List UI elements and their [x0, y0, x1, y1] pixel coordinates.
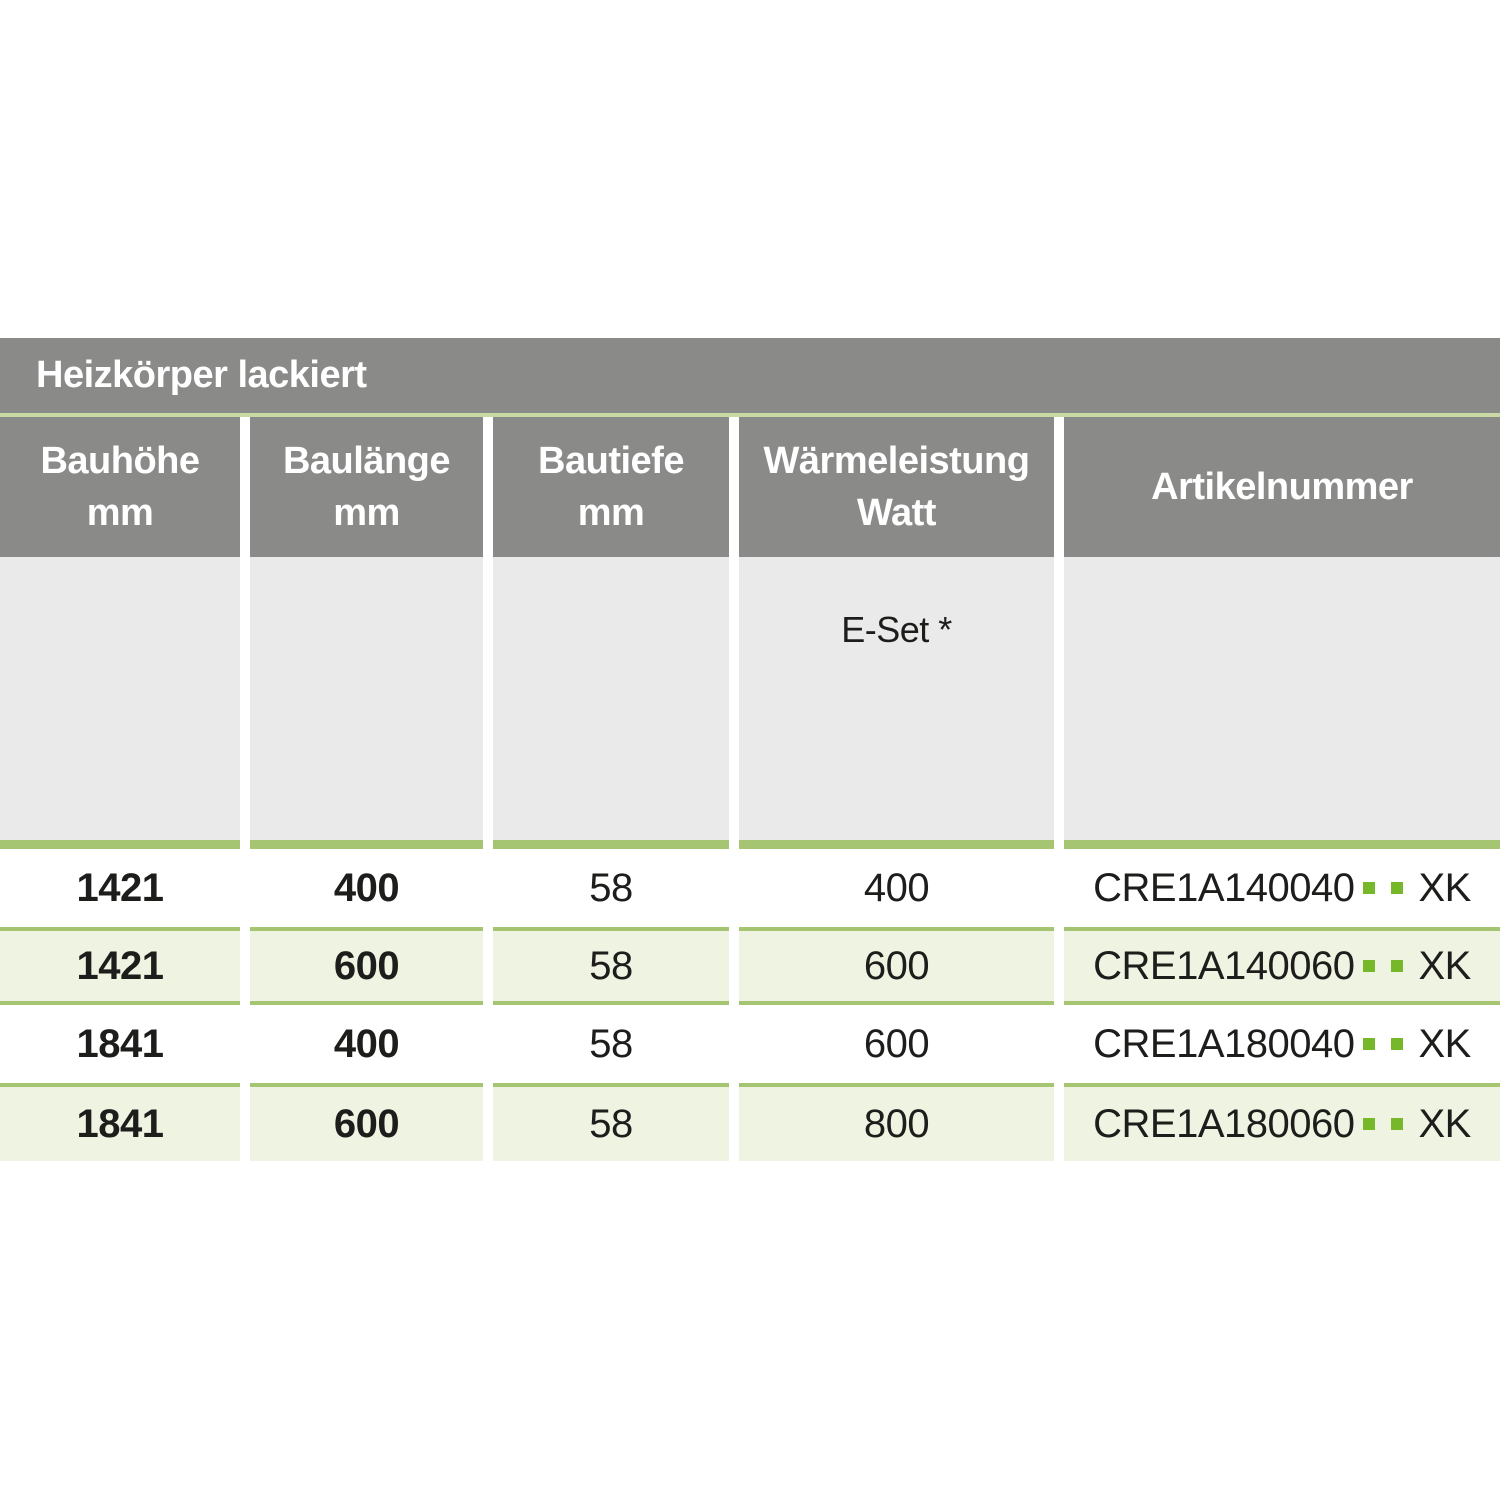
table-title-bar: [0, 338, 1500, 413]
column-header-label: Wärmeleistung: [763, 440, 1030, 482]
artikelnummer-prefix: CRE1A140040: [1093, 865, 1355, 910]
artikelnummer-prefix: CRE1A180060: [1093, 1101, 1355, 1146]
color-code-dot-icon: [1391, 882, 1403, 894]
subheader-cell-baulaenge: [250, 557, 483, 849]
product-table: [0, 338, 1500, 1161]
color-code-dot-icon: [1363, 1118, 1375, 1130]
column-header-label: Artikelnummer: [1151, 466, 1413, 508]
color-code-dot-icon: [1363, 882, 1375, 894]
column-header-label: Bautiefe: [538, 440, 684, 482]
subheader-cell-eset: [739, 557, 1054, 849]
cell-artikelnummer: [1064, 1005, 1500, 1083]
cell-bauhoehe: 1841: [0, 1005, 240, 1083]
cell-artikelnummer: [1064, 927, 1500, 1005]
column-header-artikelnummer: [1064, 417, 1500, 557]
cell-baulaenge: 600: [250, 927, 483, 1005]
table-row: [0, 1005, 1500, 1083]
column-header-label: Bauhöhe: [40, 440, 200, 482]
column-header-unit: mm: [333, 492, 400, 534]
cell-bautiefe: 58: [493, 849, 729, 927]
cell-bauhoehe: 1421: [0, 849, 240, 927]
artikelnummer-suffix: XK: [1418, 943, 1471, 988]
column-header-bautiefe: [493, 417, 729, 557]
cell-waermeleistung: 600: [739, 1005, 1054, 1083]
cell-baulaenge: 400: [250, 849, 483, 927]
artikelnummer-prefix: CRE1A140060: [1093, 943, 1355, 988]
color-code-dot-icon: [1391, 1038, 1403, 1050]
column-header-baulaenge: [250, 417, 483, 557]
artikelnummer-prefix: CRE1A180040: [1093, 1021, 1355, 1066]
subheader-cell-bauhoehe: [0, 557, 240, 849]
color-code-dot-icon: [1363, 1038, 1375, 1050]
column-header-unit: mm: [577, 492, 645, 534]
cell-artikelnummer: [1064, 849, 1500, 927]
table-row: [0, 849, 1500, 927]
subheader-cell-bautiefe: [493, 557, 729, 849]
column-header-waermeleistung: [739, 417, 1054, 557]
subheader-row: [0, 557, 1500, 849]
cell-waermeleistung: 800: [739, 1083, 1054, 1161]
cell-bautiefe: 58: [493, 1005, 729, 1083]
cell-bautiefe: 58: [493, 1083, 729, 1161]
cell-artikelnummer: [1064, 1083, 1500, 1161]
color-code-dot-icon: [1391, 1118, 1403, 1130]
cell-bauhoehe: 1841: [0, 1083, 240, 1161]
artikelnummer-suffix: XK: [1418, 1101, 1471, 1146]
color-code-dot-icon: [1391, 960, 1403, 972]
cell-baulaenge: 600: [250, 1083, 483, 1161]
artikelnummer-suffix: XK: [1418, 865, 1471, 910]
column-header-bauhoehe: [0, 417, 240, 557]
cell-bauhoehe: 1421: [0, 927, 240, 1005]
artikelnummer-suffix: XK: [1418, 1021, 1471, 1066]
subheader-cell-artikelnummer: [1064, 557, 1500, 849]
cell-waermeleistung: 400: [739, 849, 1054, 927]
color-code-dot-icon: [1363, 960, 1375, 972]
header-row: [0, 417, 1500, 557]
cell-waermeleistung: 600: [739, 927, 1054, 1005]
cell-baulaenge: 400: [250, 1005, 483, 1083]
column-header-label: Baulänge: [282, 440, 451, 482]
table-title: Heizkörper lackiert: [36, 354, 367, 396]
table-row: [0, 1083, 1500, 1161]
column-header-unit: mm: [86, 492, 154, 534]
column-header-unit: Watt: [857, 492, 936, 534]
e-set-label: E-Set *: [841, 609, 952, 650]
cell-bautiefe: 58: [493, 927, 729, 1005]
table-row: [0, 927, 1500, 1005]
